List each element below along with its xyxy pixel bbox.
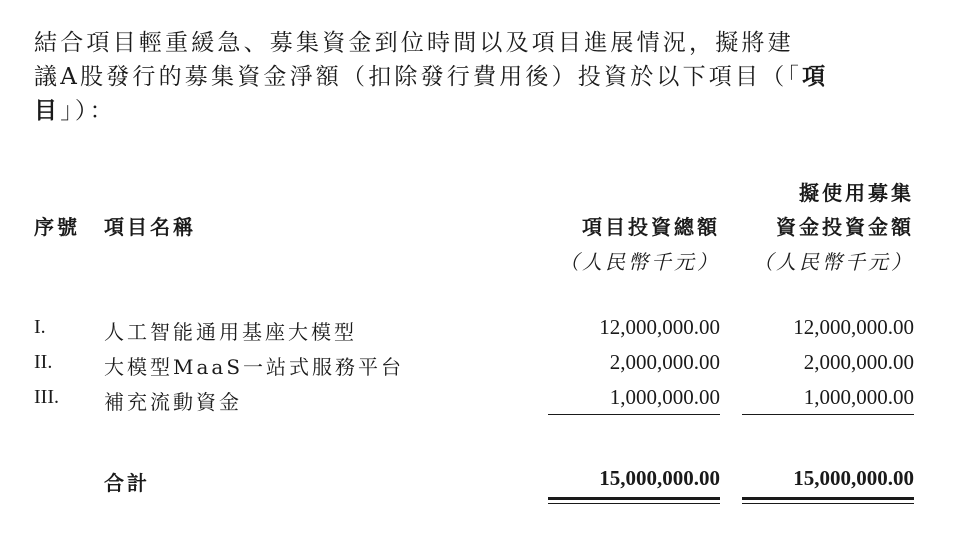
total-double-rule-2-total [548,503,720,504]
subtotal-rule-proposed [742,414,914,415]
subtotal-rule-total [548,414,720,415]
header-total-investment: 項目投資總額 [582,215,720,239]
intro-line-2-text: 議A股發行的募集資金淨額（扣除發行費用後）投資於以下項目（「 [34,64,803,90]
row-3-proposed: 1,000,000.00 [803,385,914,409]
intro-line-3 [34,94,924,128]
header-proposed-line1: 擬使用募集 [799,181,914,205]
total-double-rule-2-proposed [742,503,914,504]
header-name: 項目名稱 [104,215,196,239]
total-double-rule-1-total [548,497,720,500]
row-1-total: 12,000,000.00 [599,315,720,339]
intro-line-3-text: 」）： [60,98,116,124]
intro-defined-term-part2: 目 [34,97,61,124]
row-2-total: 2,000,000.00 [609,350,720,374]
header-unit-total: （人民幣千元） [559,250,720,274]
row-1-no: I. [34,316,46,338]
total-double-rule-1-proposed [742,497,914,500]
row-3-total: 1,000,000.00 [609,385,720,409]
intro-defined-term-part1: 項 [802,63,829,90]
intro-paragraph [34,26,924,128]
total-investment-sum: 15,000,000.00 [599,466,720,490]
intro-line-1: 結合項目輕重緩急、募集資金到位時間以及項目進展情況，擬將建 [34,30,794,56]
total-label: 合計 [104,471,150,495]
row-2-no: II. [34,351,53,373]
header-proposed-line2: 資金投資金額 [776,215,914,239]
row-2-proposed: 2,000,000.00 [803,350,914,374]
total-proposed-sum: 15,000,000.00 [793,466,914,490]
row-2-name: 大模型MaaS一站式服務平台 [104,355,405,379]
header-unit-proposed: （人民幣千元） [753,250,914,274]
header-no: 序號 [34,215,80,239]
row-3-name: 補充流動資金 [104,390,242,414]
row-1-name: 人工智能通用基座大模型 [104,320,357,344]
intro-line-2 [34,60,924,94]
row-3-no: III. [34,386,59,408]
row-1-proposed: 12,000,000.00 [793,315,914,339]
